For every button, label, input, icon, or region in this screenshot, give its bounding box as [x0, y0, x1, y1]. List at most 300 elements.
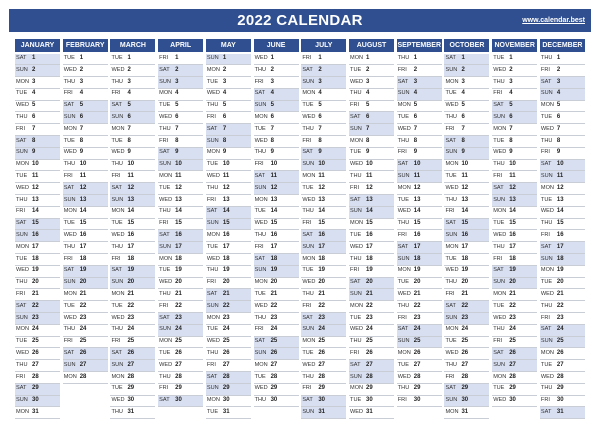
- day-number: 16: [556, 231, 564, 238]
- weekday-label: MON: [111, 290, 125, 297]
- weekday-label: FRI: [111, 338, 121, 345]
- weekday-label: FRI: [254, 78, 264, 85]
- day-number: 22: [175, 302, 182, 309]
- day-row: [63, 360, 108, 372]
- day-number: 26: [556, 349, 564, 356]
- weekday-label: TUE: [302, 184, 314, 191]
- day-row: [301, 160, 346, 172]
- weekday-label: SUN: [540, 338, 553, 345]
- day-number: 27: [461, 361, 469, 368]
- weekday-label: SAT: [206, 373, 218, 380]
- day-number: 28: [175, 373, 182, 380]
- day-number: 11: [127, 172, 134, 179]
- day-row: [397, 54, 442, 66]
- weekday-label: FRI: [159, 220, 169, 227]
- day-number: 1: [318, 55, 322, 61]
- day-number: 11: [79, 172, 87, 179]
- day-row: [492, 124, 537, 136]
- weekday-label: FRI: [397, 66, 407, 73]
- day-row: [397, 337, 442, 349]
- day-number: 23: [127, 314, 135, 321]
- day-row: [301, 124, 346, 136]
- weekday-label: WED: [493, 397, 507, 404]
- day-row: [444, 384, 489, 396]
- weekday-label: TUE: [254, 208, 266, 215]
- weekday-label: THU: [397, 137, 410, 144]
- day-row: [444, 313, 489, 325]
- weekday-label: THU: [254, 66, 267, 73]
- weekday-label: TUE: [493, 302, 505, 309]
- day-row: [397, 65, 442, 77]
- day-number: 24: [79, 326, 87, 333]
- day-number: 6: [127, 113, 131, 120]
- weekday-label: WED: [493, 231, 507, 238]
- day-row: [301, 89, 346, 101]
- weekday-label: TUE: [159, 184, 171, 191]
- day-number: 2: [461, 66, 465, 73]
- day-number: 19: [366, 267, 373, 274]
- weekday-label: SUN: [16, 66, 28, 73]
- day-row: [349, 242, 394, 254]
- day-number: 29: [556, 385, 564, 392]
- day-number: 5: [79, 102, 84, 109]
- day-number: 5: [222, 102, 227, 109]
- day-number: 15: [127, 220, 135, 227]
- day-number: 17: [175, 243, 182, 250]
- day-list: [444, 54, 489, 420]
- weekday-label: TUE: [302, 267, 314, 274]
- day-row: [206, 266, 251, 278]
- day-row: [397, 289, 442, 301]
- day-row: [15, 348, 60, 360]
- day-row: [444, 337, 489, 349]
- day-row: [158, 112, 203, 124]
- day-number: 31: [461, 408, 469, 415]
- day-number: 4: [127, 90, 131, 97]
- day-number: 12: [413, 184, 421, 191]
- weekday-label: FRI: [302, 220, 312, 227]
- weekday-label: FRI: [254, 161, 264, 168]
- day-number: 3: [366, 78, 370, 85]
- day-row: [63, 195, 108, 207]
- weekday-label: MON: [302, 172, 316, 179]
- month-february: [63, 39, 108, 415]
- day-number: 6: [366, 113, 370, 120]
- day-number: 23: [366, 314, 373, 321]
- weekday-label: WED: [159, 113, 173, 120]
- day-number: 10: [413, 161, 421, 168]
- weekday-label: FRI: [254, 243, 264, 250]
- weekday-label: THU: [445, 361, 457, 368]
- day-row: [15, 136, 60, 148]
- day-number: 3: [318, 78, 322, 85]
- day-row: [15, 384, 60, 396]
- day-row: [492, 384, 537, 396]
- weekday-label: WED: [350, 326, 364, 333]
- weekday-label: FRI: [302, 137, 312, 144]
- month-header: JULY: [301, 39, 346, 52]
- day-row: [540, 254, 585, 266]
- day-number: 13: [32, 196, 39, 203]
- day-number: 6: [461, 113, 465, 120]
- day-row: [63, 372, 108, 384]
- weekday-label: FRI: [445, 125, 455, 132]
- day-number: 3: [270, 78, 274, 85]
- day-row: [444, 101, 489, 113]
- day-number: 7: [461, 125, 465, 132]
- weekday-label: SUN: [159, 78, 171, 85]
- day-number: 8: [556, 137, 561, 144]
- day-row: [254, 77, 299, 89]
- day-row: [15, 183, 60, 195]
- day-number: 17: [461, 243, 469, 250]
- day-row: [15, 325, 60, 337]
- weekday-label: SUN: [159, 243, 171, 250]
- day-number: 6: [556, 113, 561, 120]
- day-number: 11: [509, 172, 516, 179]
- day-row: [444, 124, 489, 136]
- weekday-label: MON: [540, 349, 554, 356]
- day-number: 9: [175, 149, 179, 156]
- day-row: [206, 384, 251, 396]
- day-number: 15: [175, 220, 182, 227]
- day-row: [110, 407, 155, 419]
- day-row: [349, 407, 394, 419]
- day-row: [397, 384, 442, 396]
- day-row: [444, 136, 489, 148]
- day-row: [110, 112, 155, 124]
- day-row: [301, 396, 346, 408]
- day-number: 15: [556, 220, 564, 227]
- day-row: [63, 101, 108, 113]
- weekday-label: FRI: [350, 267, 360, 274]
- day-number: 26: [270, 349, 278, 356]
- day-row: [349, 195, 394, 207]
- day-row: [349, 101, 394, 113]
- weekday-label: MON: [254, 361, 268, 368]
- weekday-label: WED: [254, 55, 268, 61]
- day-row: [254, 160, 299, 172]
- day-number: 14: [556, 208, 564, 215]
- weekday-label: SAT: [540, 326, 552, 333]
- weekday-label: MON: [493, 125, 507, 132]
- day-number: 25: [461, 338, 469, 345]
- weekday-label: TUE: [111, 220, 123, 227]
- day-number: 10: [509, 161, 516, 168]
- day-row: [301, 254, 346, 266]
- day-number: 22: [222, 302, 230, 309]
- weekday-label: SAT: [16, 55, 27, 61]
- day-row: [540, 230, 585, 242]
- day-number: 10: [222, 161, 230, 168]
- day-row: [349, 266, 394, 278]
- day-number: 4: [366, 90, 370, 97]
- day-row: [110, 337, 155, 349]
- day-row: [349, 289, 394, 301]
- weekday-label: SUN: [63, 361, 76, 368]
- day-number: 22: [413, 302, 421, 309]
- day-number: 4: [509, 90, 513, 97]
- day-row: [492, 254, 537, 266]
- day-number: 10: [318, 161, 325, 168]
- day-number: 28: [127, 373, 135, 380]
- weekday-label: SAT: [302, 231, 313, 238]
- day-number: 19: [556, 267, 564, 274]
- day-row: [15, 65, 60, 77]
- weekday-label: MON: [493, 373, 507, 380]
- page-title: 2022 CALENDAR: [237, 12, 363, 29]
- day-row: [63, 337, 108, 349]
- day-number: 20: [270, 279, 278, 286]
- day-number: 7: [127, 125, 131, 132]
- weekday-label: TUE: [63, 137, 75, 144]
- day-row: [206, 112, 251, 124]
- day-number: 18: [79, 255, 87, 262]
- month-july: [301, 39, 346, 415]
- weekday-label: MON: [63, 125, 77, 132]
- day-row: [15, 171, 60, 183]
- day-row: [540, 101, 585, 113]
- day-number: 22: [461, 302, 469, 309]
- day-number: 7: [175, 125, 179, 132]
- weekday-label: TUE: [111, 55, 123, 61]
- day-number: 25: [366, 338, 373, 345]
- day-row: [397, 372, 442, 384]
- weekday-label: FRI: [254, 326, 264, 333]
- weekday-label: WED: [350, 408, 364, 415]
- day-number: 29: [461, 385, 469, 392]
- month-header: AUGUST: [349, 39, 394, 52]
- weekday-label: SUN: [493, 361, 505, 368]
- weekday-label: TUE: [445, 90, 457, 97]
- weekday-label: SAT: [397, 326, 409, 333]
- weekday-label: WED: [111, 149, 125, 156]
- day-number: 20: [318, 279, 325, 286]
- weekday-label: SAT: [540, 408, 552, 415]
- website-link[interactable]: www.calendar.best: [522, 17, 585, 24]
- weekday-label: SUN: [16, 314, 28, 321]
- day-number: 28: [222, 373, 230, 380]
- weekday-label: WED: [16, 349, 30, 356]
- weekday-label: SAT: [302, 149, 313, 156]
- day-number: 2: [32, 66, 36, 73]
- day-row: [397, 254, 442, 266]
- day-number: 18: [461, 255, 469, 262]
- weekday-label: SUN: [397, 172, 410, 179]
- weekday-label: FRI: [63, 90, 73, 97]
- weekday-label: TUE: [16, 255, 28, 262]
- day-row: [158, 230, 203, 242]
- weekday-label: WED: [350, 161, 364, 168]
- day-row: [158, 219, 203, 231]
- day-row: [540, 301, 585, 313]
- day-row: [158, 124, 203, 136]
- day-number: 26: [413, 349, 421, 356]
- weekday-label: THU: [63, 243, 76, 250]
- weekday-label: SAT: [159, 149, 170, 156]
- day-number: 29: [509, 385, 516, 392]
- weekday-label: THU: [540, 55, 553, 61]
- day-row: [158, 89, 203, 101]
- weekday-label: FRI: [63, 172, 73, 179]
- day-row: [349, 372, 394, 384]
- weekday-label: SAT: [159, 231, 170, 238]
- weekday-label: SAT: [63, 267, 75, 274]
- day-number: 11: [175, 172, 182, 179]
- day-row: [15, 207, 60, 219]
- weekday-label: SUN: [350, 125, 362, 132]
- day-number: 5: [175, 102, 179, 109]
- day-row: [206, 148, 251, 160]
- weekday-label: MON: [16, 326, 30, 333]
- month-june: [254, 39, 299, 415]
- weekday-label: THU: [63, 326, 76, 333]
- weekday-label: MON: [206, 149, 220, 156]
- day-number: 17: [127, 243, 135, 250]
- weekday-label: MON: [397, 267, 411, 274]
- weekday-label: SAT: [206, 290, 218, 297]
- day-row: [158, 372, 203, 384]
- day-number: 9: [413, 149, 418, 156]
- weekday-label: SUN: [350, 208, 362, 215]
- day-row: [492, 230, 537, 242]
- weekday-label: TUE: [540, 279, 553, 286]
- day-row: [397, 278, 442, 290]
- day-number: 20: [127, 279, 135, 286]
- weekday-label: THU: [63, 161, 76, 168]
- day-number: 8: [127, 137, 131, 144]
- day-number: 19: [127, 267, 135, 274]
- day-number: 2: [556, 66, 561, 73]
- weekday-label: MON: [254, 113, 268, 120]
- month-header: FEBRUARY: [63, 39, 108, 52]
- day-row: [63, 230, 108, 242]
- day-number: 29: [32, 385, 39, 392]
- weekday-label: THU: [302, 373, 314, 380]
- day-row: [301, 313, 346, 325]
- day-number: 9: [556, 149, 561, 156]
- day-number: 22: [366, 302, 373, 309]
- day-row: [397, 325, 442, 337]
- day-row: [15, 337, 60, 349]
- day-row: [254, 348, 299, 360]
- day-number: 2: [318, 66, 322, 73]
- weekday-label: SUN: [254, 349, 267, 356]
- day-row: [206, 372, 251, 384]
- day-row: [444, 230, 489, 242]
- day-row: [301, 183, 346, 195]
- day-number: 27: [175, 361, 182, 368]
- day-number: 22: [79, 302, 87, 309]
- month-october: [444, 39, 489, 415]
- day-row: [15, 254, 60, 266]
- day-list: [63, 54, 108, 384]
- day-row: [206, 242, 251, 254]
- day-row: [397, 230, 442, 242]
- day-number: 30: [270, 397, 278, 404]
- day-number: 25: [32, 338, 39, 345]
- weekday-label: SUN: [63, 279, 76, 286]
- day-row: [15, 230, 60, 242]
- day-row: [492, 136, 537, 148]
- day-number: 9: [318, 149, 322, 156]
- day-row: [492, 396, 537, 408]
- day-row: [254, 396, 299, 408]
- weekday-label: MON: [540, 267, 554, 274]
- day-row: [206, 195, 251, 207]
- day-row: [15, 219, 60, 231]
- weekday-label: SUN: [397, 90, 410, 97]
- day-number: 23: [556, 314, 564, 321]
- day-row: [206, 301, 251, 313]
- day-row: [110, 360, 155, 372]
- day-row: [397, 89, 442, 101]
- day-number: 14: [270, 208, 278, 215]
- weekday-label: TUE: [254, 290, 266, 297]
- day-row: [206, 54, 251, 66]
- day-row: [63, 301, 108, 313]
- weekday-label: TUE: [254, 373, 266, 380]
- day-number: 27: [222, 361, 230, 368]
- day-row: [63, 266, 108, 278]
- day-row: [492, 77, 537, 89]
- day-list: [15, 54, 60, 420]
- weekday-label: WED: [111, 66, 125, 73]
- day-number: 11: [222, 172, 230, 179]
- day-row: [110, 219, 155, 231]
- day-row: [397, 313, 442, 325]
- day-row: [492, 183, 537, 195]
- day-row: [15, 407, 60, 419]
- weekday-label: SUN: [397, 338, 410, 345]
- day-number: 17: [366, 243, 373, 250]
- day-row: [540, 77, 585, 89]
- weekday-label: SAT: [540, 161, 552, 168]
- months-grid: [15, 39, 585, 415]
- weekday-label: WED: [445, 102, 459, 109]
- day-list: [540, 54, 585, 420]
- day-row: [349, 124, 394, 136]
- day-row: [254, 124, 299, 136]
- weekday-label: SAT: [254, 255, 266, 262]
- weekday-label: TUE: [159, 102, 171, 109]
- day-number: 23: [270, 314, 278, 321]
- day-row: [63, 313, 108, 325]
- day-number: 24: [461, 326, 469, 333]
- day-number: 31: [318, 408, 325, 415]
- weekday-label: SUN: [445, 314, 458, 321]
- day-number: 11: [32, 172, 39, 179]
- weekday-label: THU: [493, 161, 505, 168]
- weekday-label: SUN: [540, 172, 553, 179]
- weekday-label: WED: [111, 397, 125, 404]
- month-header: OCTOBER: [444, 39, 489, 52]
- day-row: [540, 407, 585, 419]
- day-row: [444, 289, 489, 301]
- day-number: 15: [318, 220, 325, 227]
- weekday-label: THU: [302, 125, 314, 132]
- day-row: [492, 372, 537, 384]
- weekday-label: FRI: [445, 373, 455, 380]
- day-number: 11: [556, 172, 564, 179]
- weekday-label: MON: [159, 90, 173, 97]
- day-row: [540, 348, 585, 360]
- day-number: 12: [318, 184, 325, 191]
- day-row: [444, 112, 489, 124]
- day-number: 19: [222, 267, 230, 274]
- weekday-label: WED: [540, 373, 554, 380]
- weekday-label: SUN: [445, 231, 458, 238]
